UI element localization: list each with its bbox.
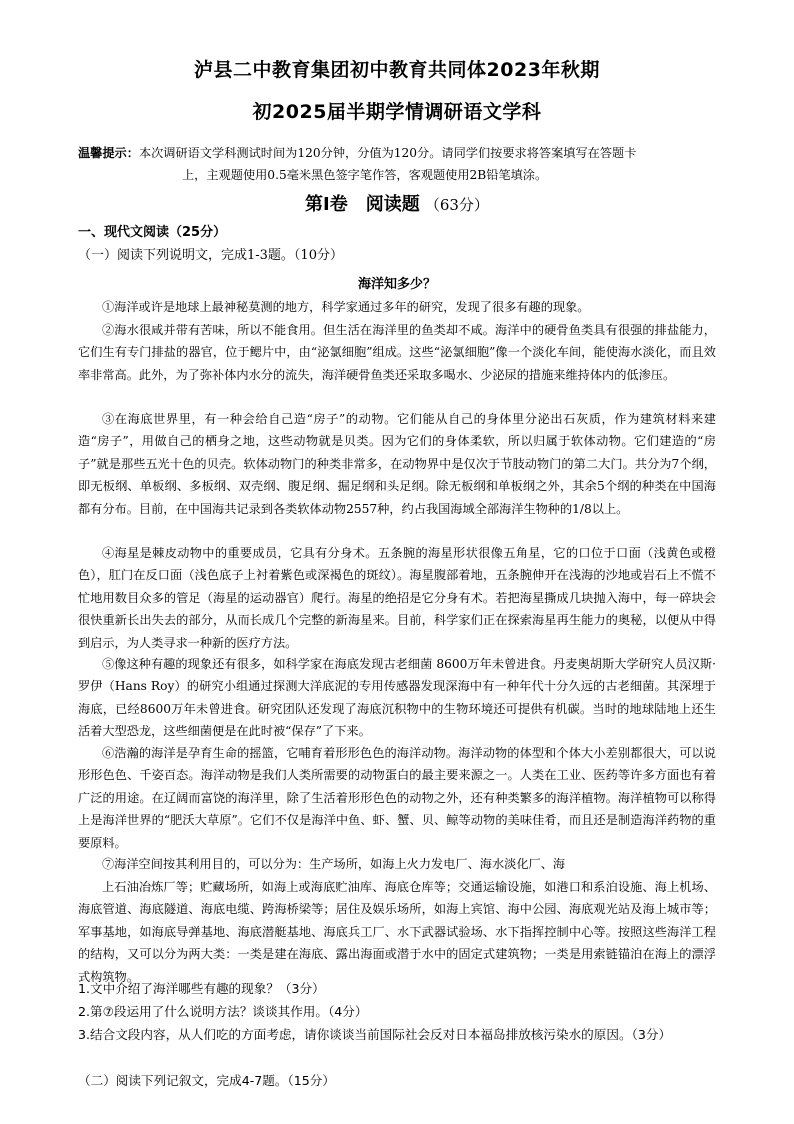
part2-intro: （二）阅读下列记叙文，完成4-7题。（15分） [78, 1073, 335, 1088]
exam-title-line1: 泸县二中教育集团初中教育共同体2023年秋期 [194, 59, 600, 81]
article-paragraph-4: ④海星是棘皮动物中的重要成员，它具有分身术。五条腕的海星形状很像五角星，它的口位于口面（浅黄色或橙色），肛门在反口面（浅色底子上衬着紫色或深褐色的斑纹）。海星腹部着地，五条腕伸开在浅海的沙地或岩石上不慌不忙地用数目众多的管足（海星的运动器官）爬行。海星的绝招是它分身有术。若把海星撕成几块抛入海中，每一碎块会很快重新长出失去的部分，从而长成几个完整的新海星来。目前，科学家们正在探索海星再生能力的奥秘，以便从中得到启示，为人类寻求一种新的医疗方法。 [78, 546, 716, 650]
question-2: 2.第⑦段运用了什么说明方法？谈谈其作用。（4分） [78, 1004, 368, 1019]
article-paragraph-6: ⑥浩瀚的海洋是孕育生命的摇篮，它哺育着形形色色的海洋动物。海洋动物的体型和个体大小差别都很大，可以说形形色色、千姿百态。海洋动物是我们人类所需要的动物蛋白的最主要来源之一。人类在工业、医药等许多方面也有着广泛的用途。在辽阔而富饶的海洋里，除了生活着形形色色的动物之外，还有种类繁多的海洋植物。海洋植物可以称得上是海洋世界的“肥沃大草原”。它们不仅是海洋中鱼、虾、蟹、贝、鲸等动物的美味佳肴，而且还是制造海洋药物的重要原料。 [78, 746, 716, 850]
warm-tip-line1: 本次调研语文学科测试时间为120分钟，分值为120分。请同学们按要求将答案填写在答题卡 [138, 146, 637, 160]
warm-tip-label: 温馨提示： [78, 146, 139, 160]
article-paragraph-1: ①海洋或许是地球上最神秘莫测的地方，科学家通过多年的研究，发现了很多有趣的现象。 [102, 300, 590, 314]
warm-tip-line2: 上，主观题使用0.5毫米黑色签字笔作答，客观题使用2B铅笔填涂。 [182, 168, 548, 182]
warm-tip [78, 142, 728, 186]
part1-intro: （一）阅读下列说明文，完成1-3题。（10分） [78, 248, 343, 263]
article-paragraph-5: ⑤像这种有趣的现象还有很多，如科学家在海底发现古老细菌 8600万年未曾进食。丹麦奥胡斯大学研究人员汉斯·罗伊（Hans Roy）的研究小组通过探测大洋底泥的专用传感器发现深海中有一种年代十分久远的古老细菌。其深埋于海底，已经8600万年未曾进食。研究团队还发现了海底沉积物中的生物环境还可提供有机碳。当时的地球陆地上还生活着大型恐龙，这些细菌便是在此时被“保存”了下来。 [78, 657, 716, 739]
exam-title-line2: 初2025届半期学情调研语文学科 [252, 101, 542, 123]
question-3: 3.结合文段内容，从人们吃的方面考虑，请你谈谈当前国际社会反对日本福岛排放核污染水的原因。（3分） [78, 1027, 672, 1042]
article-paragraph-3: ③在海底世界里，有一种会给自己造“房子”的动物。它们能从自己的身体里分泌出石灰质，作为建筑材料来建造“房子”，用做自己的栖身之地，这些动物就是贝类。因为它们的身体柔软，所以归属于软体动物。它们建造的“房子”就是那些五光十色的贝壳。软体动物门的种类非常多，在动物界中是仅次于节肢动物门的第二大门。共分为7个纲，即无板纲、单板纲、多板纲、双壳纲、腹足纲、掘足纲和头足纲。除无板纲和单板纲之外，其余5个纲的种类在中国海都有分布。目前，在中国海共记录到各类软体动物2557种，约占我国海域全部海洋生物种的1/8以上。 [78, 412, 716, 516]
article-paragraph-7-continued: 上石油冶炼厂等；贮藏场所，如海上或海底贮油库、海底仓库等；交通运输设施，如港口和系泊设施、海上机场、海底管道、海底隧道、海底电缆、跨海桥梁等；居住及娱乐场所，如海上宾馆、海中公园、海底观光站及海上城市等；军事基地，如海底导弹基地、海底潜艇基地、海底兵工厂、水下武器试验场、水下指挥控制中心等。按照这些海洋工程的结构，又可以分为两大类：一类是建在海底、露出海面或潜于水中的固定式建筑物；一类是用索链锚泊在海上的漂浮式构筑物。 [78, 880, 716, 984]
volume-title: 第Ⅰ卷 阅读题 [305, 194, 420, 215]
question-1: 1.文中介绍了海洋哪些有趣的现象？（3分） [78, 981, 325, 996]
volume-score: （63分） [424, 196, 489, 214]
article-title: 海洋知多少？ [357, 277, 436, 292]
volume-heading [0, 190, 794, 216]
article-paragraph-2: ②海水很咸并带有苦味，所以不能食用。但生活在海洋里的鱼类却不咸。海洋中的硬骨鱼类具有很强的排盐能力，它们生有专门排盐的器官，位于鳃片中，由“泌氯细胞”组成。这些“泌氯细胞”像一个淡化车间，能使海水淡化，而且效率非常高。此外，为了弥补体内水分的流失，海洋硬骨鱼类还采取多喝水、少泌尿的措施来维持体内的低渗压。 [78, 323, 716, 382]
section-heading: 一、现代文阅读（25分） [78, 225, 227, 240]
article-paragraph-7: ⑦海洋空间按其利用目的，可以分为：生产场所，如海上火力发电厂、海水淡化厂、海 [102, 857, 566, 871]
